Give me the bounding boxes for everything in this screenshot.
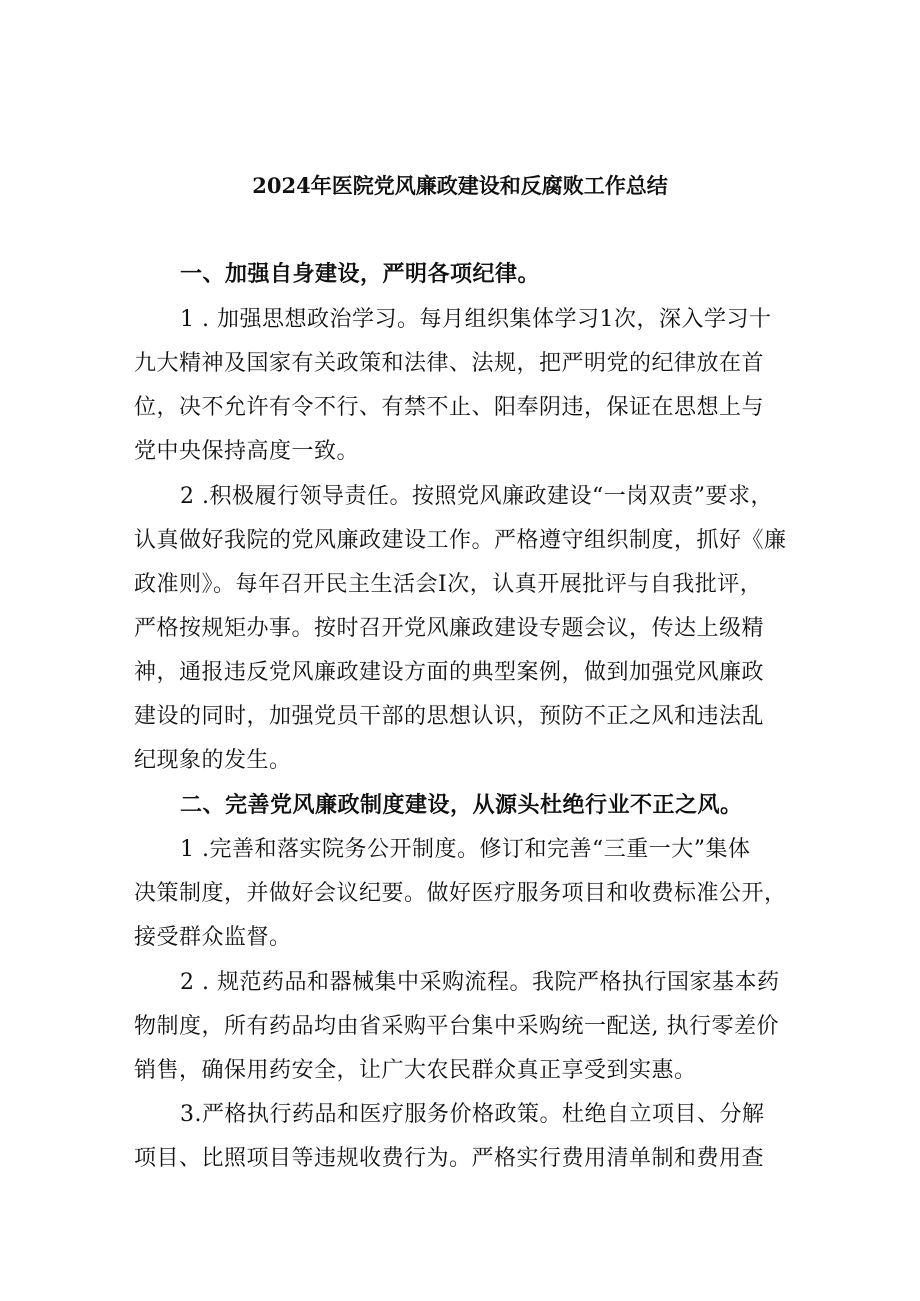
paragraph-line: 1 . 加强思想政治学习。每月组织集体学习1次，深入学习十 [180,307,772,332]
paragraph-line: 销售，确保用药安全，让广大农民群众真正享受到实惠。 [134,1058,697,1083]
document-title: 2024年医院党风廉政建设和反腐败工作总结 [252,173,668,198]
paragraph-line: 位，决不允许有令不行、有禁不止、阳奉阴违，保证在思想上与 [134,395,765,420]
paragraph-line: 认真做好我院的党风廉政建设工作。严格遵守组织制度，抓好《廉 [134,528,787,553]
paragraph-line: 九大精神及国家有关政策和法律、法规，把严明党的纪律放在首 [134,351,765,376]
paragraph-line: 建设的同时，加强党员干部的思想认识，预防不正之风和违法乱 [134,704,765,729]
paragraph-line: 决策制度，并做好会议纪要。做好医疗服务项目和收费标准公开， [134,881,787,906]
paragraph-line: 项目、比照项目等违规收费行为。严格实行费用清单制和费用查 [134,1146,765,1171]
paragraph-line: 3.严格执行药品和医疗服务价格政策。杜绝自立项目、分解 [180,1102,765,1127]
paragraph-line: 物制度，所有药品均由省采购平台集中采购统一配送, 执行零差价 [134,1014,779,1039]
paragraph-line: 严格按规矩办事。按时召开党风廉政建设专题会议，传达上级精 [134,616,765,641]
paragraph-line: 1 .完善和落实院务公开制度。修订和完善“三重一大”集体 [180,837,751,862]
paragraph-line: 接受群众监督。 [134,925,292,950]
paragraph-line: 2 . 规范药品和器械集中采购流程。我院严格执行国家基本药 [180,970,780,995]
section-heading-2: 二、完善党风廉政制度建设，从源头杜绝行业不正之风。 [180,792,743,818]
paragraph-line: 2 .积极履行领导责任。按照党风廉政建设“一岗双责”要求， [180,484,773,509]
section-heading-1: 一、加强自身建设，严明各项纪律。 [180,261,541,287]
paragraph-line: 党中央保持高度一致。 [134,439,360,464]
paragraph-line: 纪现象的发生。 [134,748,292,773]
paragraph-line: 政准则》。每年召开民主生活会I次，认真开展批评与自我批评， [134,572,763,597]
paragraph-line: 神，通报违反党风廉政建设方面的典型案例，做到加强党风廉政 [134,660,765,685]
